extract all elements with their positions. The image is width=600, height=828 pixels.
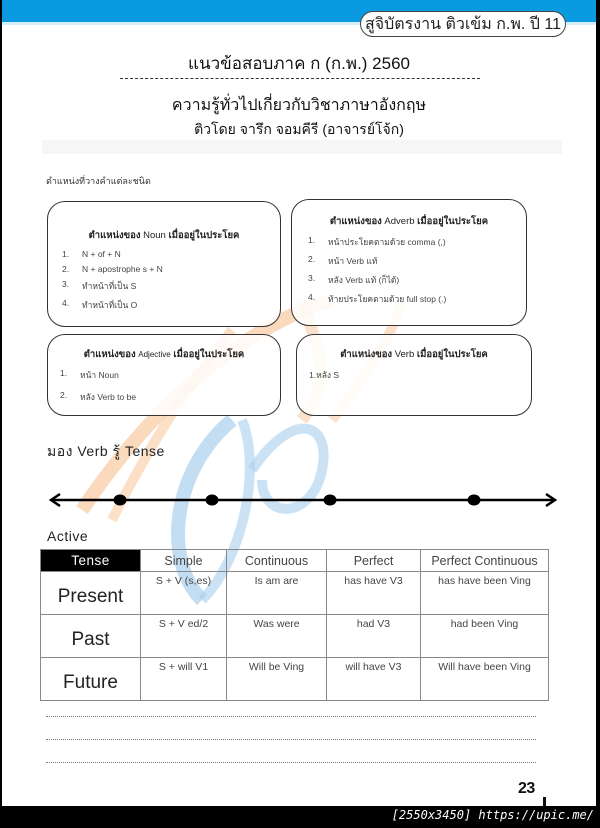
author-line: ติวโดย จารึก จอมคีรี (อาจารย์โจ้ก): [194, 121, 404, 137]
page-number: 23: [518, 780, 535, 797]
table-cell: Will have been Ving: [421, 658, 549, 701]
document-page: [2, 0, 596, 806]
table-cell: had been Ving: [421, 615, 549, 658]
list-item: 1. หน้า Noun: [60, 368, 119, 380]
table-cell: will have V3: [327, 658, 421, 701]
timeline-arrow-icon: [48, 490, 558, 510]
notes-line: [46, 716, 536, 717]
table-cell: has have been Ving: [421, 572, 549, 615]
table-cell: S + will V1: [141, 658, 227, 701]
subject-title: ความรู้ทั่วไปเกี่ยวกับวิชาภาษาอังกฤษ: [171, 97, 427, 114]
table-cell: S + V ed/2: [141, 615, 227, 658]
table-row: [41, 615, 549, 658]
table-row: [41, 572, 549, 615]
column-header: Perfect: [327, 550, 421, 572]
exam-title: แนวข้อสอบภาค ก (ก.พ.) 2560: [187, 54, 410, 73]
column-header: Perfect Continuous: [421, 550, 549, 572]
adjective-position-box: [47, 334, 281, 416]
footer-source-text: [2550x3450] https://upic.me/: [391, 808, 594, 822]
list-item: 2. หน้า Verb แท้: [308, 254, 378, 266]
table-cell: had V3: [327, 615, 421, 658]
dashed-divider: [120, 78, 480, 79]
table-cell: S + V (s,es): [141, 572, 227, 615]
list-item: 2. N + apostrophe s + N: [62, 264, 163, 274]
table-row: [41, 658, 549, 701]
voice-label: Active: [47, 528, 89, 544]
page-number-tick: [543, 797, 546, 806]
positions-section-label: ตำแหน่งที่วางคำแต่ละชนิด: [46, 176, 151, 186]
tense-section-title: มอง Verb รู้ Tense: [47, 443, 165, 459]
table-cell: Is am are: [227, 572, 327, 615]
series-title-badge: สูจิบัตรงาน ติวเข้ม ก.พ. ปี 11: [360, 11, 566, 37]
row-header: Past: [41, 615, 141, 658]
notes-line: [46, 762, 536, 763]
verb-position-box: [296, 334, 532, 416]
list-item: 4. ท้ายประโยคตามด้วย full stop (.): [308, 292, 447, 304]
box-title: ตำแหน่งของ Verb เมื่ออยู่ในประโยค: [340, 349, 488, 360]
notes-line: [46, 739, 536, 740]
column-header: Simple: [141, 550, 227, 572]
table-cell: has have V3: [327, 572, 421, 615]
list-item: 1. N + of + N: [62, 249, 121, 259]
row-header: Future: [41, 658, 141, 701]
column-header: Continuous: [227, 550, 327, 572]
list-item: 2. หลัง Verb to be: [60, 390, 137, 402]
list-item: 4. ทำหน้าที่เป็น O: [62, 298, 138, 310]
table-corner-header: Tense: [41, 550, 141, 572]
list-item: 1. หน้าประโยคตามด้วย comma (,): [308, 235, 446, 247]
table-cell: Will be Ving: [227, 658, 327, 701]
title-underlay: [42, 140, 562, 154]
list-item: 1.หลัง S: [309, 370, 340, 380]
row-header: Present: [41, 572, 141, 615]
adverb-position-box: [291, 199, 527, 326]
list-item: 3. ทำหน้าที่เป็น S: [62, 279, 137, 291]
list-item: 3. หลัง Verb แท้ (ก็ได้): [308, 273, 400, 285]
box-title: ตำแหน่งของ Adverb เมื่ออยู่ในประโยค: [329, 216, 489, 227]
table-header-row: [41, 550, 549, 572]
tense-table: [40, 549, 549, 701]
box-title: ตำแหน่งของ Noun เมื่ออยู่ในประโยค: [88, 230, 240, 241]
table-cell: Was were: [227, 615, 327, 658]
noun-position-box: [47, 201, 281, 327]
box-title: ตำแหน่งของ Adjective เมื่ออยู่ในประโยค: [83, 349, 245, 360]
